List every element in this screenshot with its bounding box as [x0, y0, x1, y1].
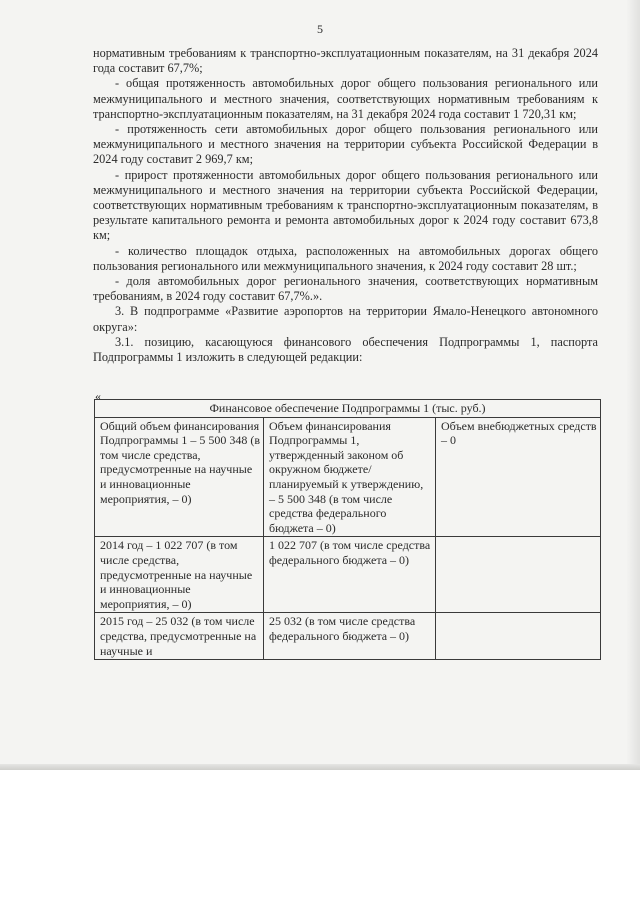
- table-cell-extrabudget: [436, 613, 601, 660]
- paragraph: нормативным требованиям к транспортно-эксплуатационным показателям, на 31 декабря 2024 года составит 67,7%;: [93, 46, 598, 76]
- table-header-row: [95, 400, 601, 418]
- table-cell-total: 2015 год – 25 032 (в том числе средства, предусмотренные на научные и: [95, 613, 264, 660]
- paragraph: - прирост протяженности автомобильных дорог общего пользования регионального или межмуниципального и местного значения на территории субъекта Российской Федерации, соответствующих нормативным требованиям к транспортно-эксплуатационным показателям, в результате капитального ремонта и ремонта автомобильных дорог к 2024 году составит 673,8 км;: [93, 167, 598, 243]
- paragraph: 3. В подпрограмме «Развитие аэропортов на территории Ямало-Ненецкого автономного округа»:: [93, 304, 598, 334]
- paragraph: - количество площадок отдыха, расположенных на автомобильных дорогах общего пользования регионального или межмуниципального значения, к 2024 году составит 28 шт.;: [93, 243, 598, 273]
- paragraph: 3.1. позицию, касающуюся финансового обеспечения Подпрограммы 1, паспорта Подпрограммы 1 изложить в следующей редакции:: [93, 334, 598, 365]
- table-row: [95, 537, 601, 613]
- table-cell-budget: Объем финансирования Подпрограммы 1, утвержденный законом об окружном бюджете/планируемый к утверждению, – 5 500 348 (в том числе средства федерального бюджета – 0): [264, 417, 436, 537]
- paragraph: - доля автомобильных дорог регионального значения, соответствующих нормативным требованиям, в 2024 году составит 67,7%.».: [93, 274, 598, 304]
- opening-quote-mark: «: [95, 389, 101, 403]
- table-cell-budget: 1 022 707 (в том числе средства федерального бюджета – 0): [264, 537, 436, 613]
- page-edge-shadow: [626, 0, 640, 770]
- document-body: [93, 46, 598, 365]
- table-cell-budget: 25 032 (в том числе средства федерального бюджета – 0): [264, 613, 436, 660]
- paragraph: - протяженность сети автомобильных дорог общего пользования регионального или межмуниципального и местного значения на территории субъекта Российской Федерации в 2024 году составит 2 969,7 км;: [93, 122, 598, 167]
- table-row: [95, 613, 601, 660]
- table-cell-extrabudget: [436, 537, 601, 613]
- financing-table: [94, 399, 601, 660]
- table-cell-total: 2014 год – 1 022 707 (в том числе средства, предусмотренные на научные и инновационные мероприятия, – 0): [95, 537, 264, 613]
- table-cell-total: Общий объем финансирования Подпрограммы 1 – 5 500 348 (в том числе средства, предусмотренные на научные и инновационные мероприятия, – 0): [95, 417, 264, 537]
- paragraph: - общая протяженность автомобильных дорог общего пользования регионального или межмуниципального и местного значения, соответствующих нормативным требованиям к транспортно-эксплуатационным показателям, на 31 декабря 2024 года составит 1 720,31 км;: [93, 76, 598, 121]
- table-cell-extrabudget: Объем внебюджетных средств – 0: [436, 417, 601, 537]
- page-number: 5: [317, 22, 323, 36]
- table-row: [95, 417, 601, 537]
- table-title: Финансовое обеспечение Подпрограммы 1 (тыс. руб.): [95, 400, 601, 418]
